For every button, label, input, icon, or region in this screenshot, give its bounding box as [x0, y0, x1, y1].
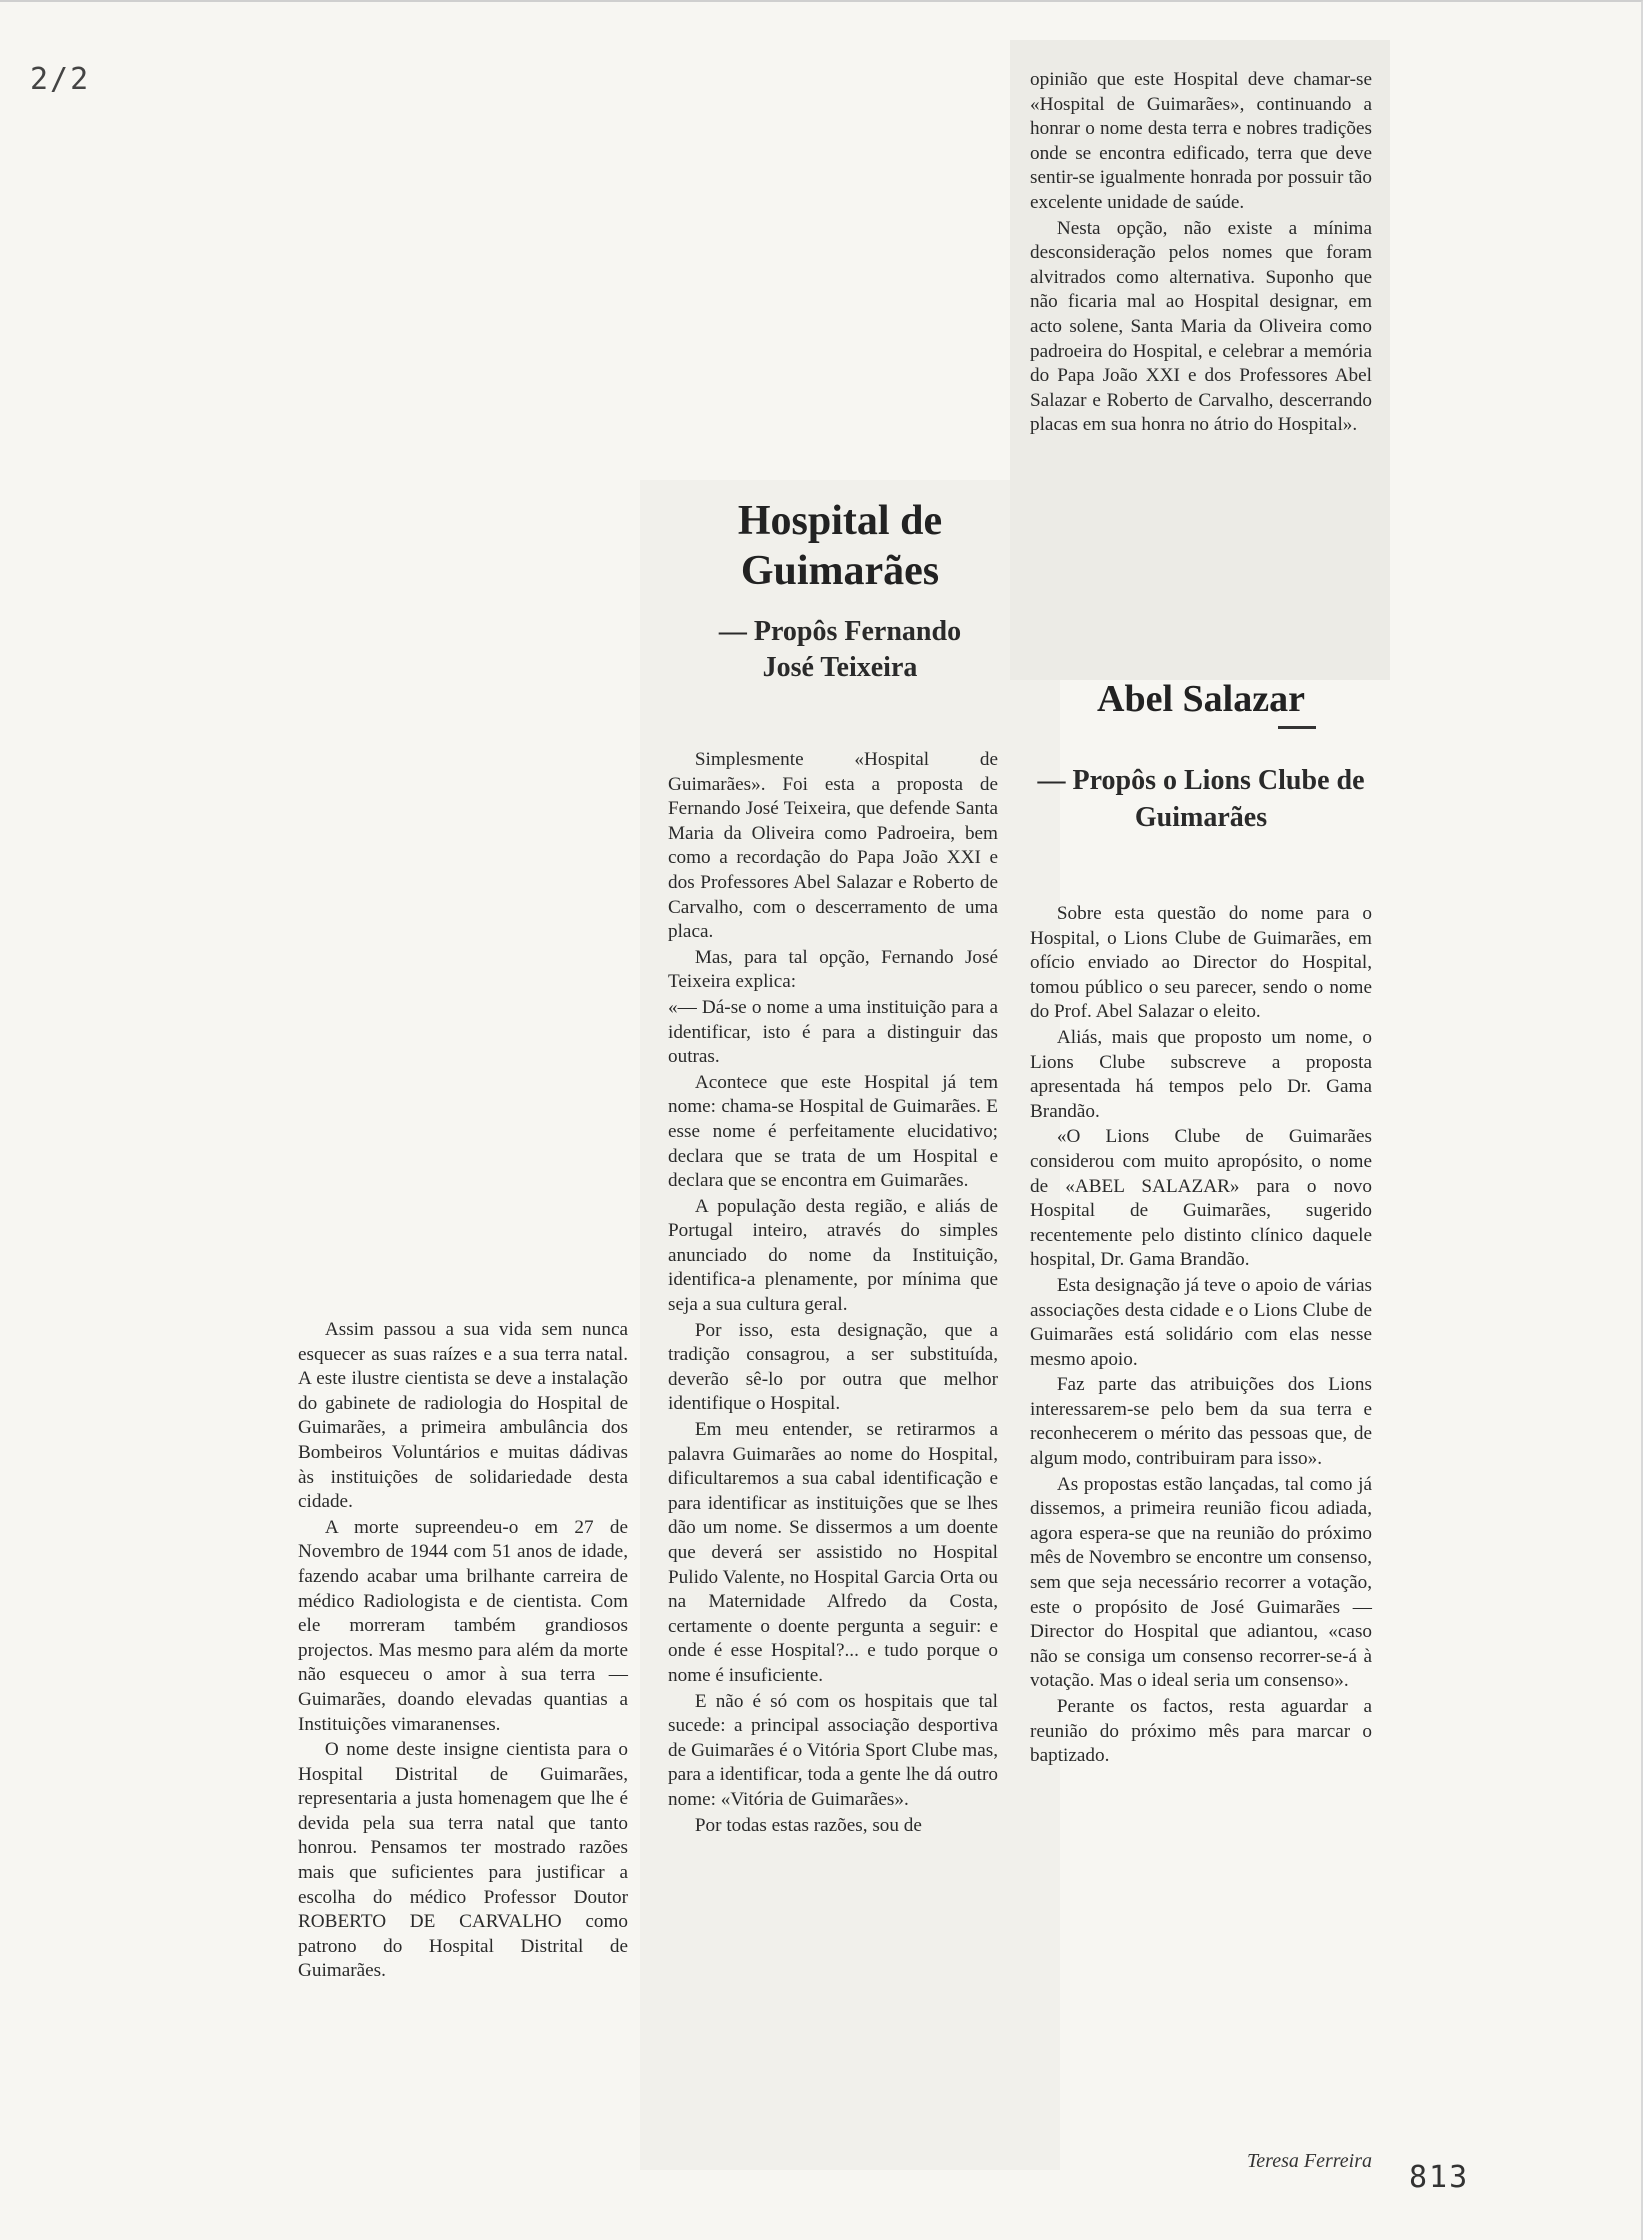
paragraph: Por isso, esta designação, que a tradição consagrou, a ser substituída, deverão sê-lo por outra que melhor identifique o Hospital.	[668, 1319, 998, 1415]
paragraph: Nesta opção, não existe a mínima desconsideração pelos nomes que foram alvitrados como alternativa. Suponho que não ficaria mal ao Hospital designar, em acto solene, Santa Maria da Oliveira como padroeira do Hospital, e celebrar a memória do Papa João XXI e dos Professores Abel Salazar e Roberto de Carvalho, descerrando placas em sua honra no átrio do Hospital».	[1030, 217, 1372, 436]
paragraph: Acontece que este Hospital já tem nome: chama-se Hospital de Guimarães. E esse nome é perfeitamente elucidativo; declara que se trata de um Hospital e declara que se encontra em Guimarães.	[668, 1071, 998, 1192]
paragraph: opinião que este Hospital deve chamar-se «Hospital de Guimarães», continuando a honrar o nome desta terra e nobres tradições onde se encontra edificado, terra que deve sentir-se igualmente honrada por possuir tão excelente unidade de saúde.	[1030, 69, 1372, 213]
article-1-continuation	[1030, 68, 1372, 438]
paragraph: Perante os factos, resta aguardar a reunião do próximo mês para marcar o baptizado.	[1030, 1696, 1372, 1767]
author-signature: Teresa Ferreira	[1247, 2150, 1372, 2172]
paragraph: A morte supreendeu-o em 27 de Novembro de 1944 com 51 anos de idade, fazendo acabar uma brilhante carreira de médico Radiologista e de cientista. Com ele morreram também grandiosos projectos. Mas mesmo para além da morte não esqueceu o amor à sua terra — Guimarães, doando elevadas quantias a Instituições vimaranenses.	[298, 1516, 628, 1735]
paragraph: Sobre esta questão do nome para o Hospital, o Lions Clube de Guimarães, em ofício enviado ao Director do Hospital, tomou público o seu parecer, sendo o nome do Prof. Abel Salazar o eleito.	[1030, 903, 1372, 1023]
paragraph: Por todas estas razões, sou de	[694, 1814, 922, 1836]
paragraph: Esta designação já teve o apoio de várias associações desta cidade e o Lions Clube de Guimarães está solidário com elas nesse mesmo apoio.	[1030, 1274, 1372, 1370]
page-number: 813	[1409, 2160, 1470, 2195]
paragraph: Aliás, mais que proposto um nome, o Lions Clube subscreve a proposta apresentada há tempos pelo Dr. Gama Brandão.	[1030, 1026, 1372, 1122]
article-1-body	[668, 748, 998, 1838]
article-1-subheading: — Propôs Fernando José Teixeira	[718, 616, 962, 683]
article-1-headline: Hospital de Guimarães	[737, 498, 943, 594]
page-marker: 2/2	[30, 62, 91, 97]
paragraph: «— Dá-se o nome a uma instituição para a identificar, isto é para a distinguir das outras.	[668, 996, 998, 1068]
paragraph: «O Lions Clube de Guimarães considerou com muito apropósito, o nome de «ABEL SALAZAR» para o novo Hospital de Guimarães, sugerido recentemente pelo distinto clínico daquele hospital, Dr. Gama Brandão.	[1030, 1126, 1372, 1271]
paragraph: Simplesmente «Hospital de Guimarães». Foi esta a proposta de Fernando José Teixeira, que defende Santa Maria da Oliveira como Padroeira, bem como a recordação do Papa João XXI e dos Professores Abel Salazar e Roberto de Carvalho, com o descerramento de uma placa.	[668, 749, 998, 943]
left-column-text	[298, 1318, 628, 1984]
paragraph: A população desta região, e aliás de Portugal inteiro, através do simples anunciado do nome da Instituição, identifica-a plenamente, por mínima que seja a sua cultura geral.	[668, 1195, 998, 1316]
paragraph: Em meu entender, se retirarmos a palavra Guimarães ao nome do Hospital, dificultaremos a sua cabal identificação e para identificar as instituições que se lhes dão um nome. Se dissermos a um doente que deverá ser assistido no Hospital Pulido Valente, no Hospital Garcia Orta ou na Maternidade Alfredo da Costa, certamente o doente pergunta a seguir: e onde é esse Hospital?... e tudo porque o nome é insuficiente.	[668, 1419, 998, 1686]
article-2-headline: Abel Salazar	[1097, 678, 1305, 720]
paragraph: As propostas estão lançadas, tal como já dissemos, a primeira reunião ficou adiada, agora espera-se que na reunião do próximo mês de Novembro se encontre um consenso, sem que seja necessário recorrer a votação, este o propósito de José Guimarães — Director do Hospital que adiantou, «caso não se consiga um consenso recorrer-se-á à votação. Mas o ideal seria um consenso».	[1030, 1473, 1372, 1692]
headline-underline	[1278, 726, 1316, 729]
paragraph: O nome deste insigne cientista para o Hospital Distrital de Guimarães, representaria a justa homenagem que lhe é devida pela sua terra natal que tanto honrou. Pensamos ter mostrado razões mais que suficientes para justificar a escolha do médico Professor Doutor ROBERTO DE CARVALHO como patrono do Hospital Distrital de Guimarães.	[298, 1739, 628, 1982]
article-2-body	[1030, 902, 1372, 1769]
paragraph: Mas, para tal opção, Fernando José Teixeira explica:	[668, 946, 998, 993]
paragraph: Faz parte das atribuições dos Lions interessarem-se pelo bem da sua terra e reconhecerem o mérito das pessoas que, de algum modo, contribuiram para isso».	[1030, 1374, 1372, 1470]
article-2-subheading: — Propôs o Lions Clube de Guimarães	[1037, 765, 1365, 833]
paragraph: E não é só com os hospitais que tal sucede: a principal associação desportiva de Guimarães é o Vitória Sport Clube mas, para a identificar, toda a gente lhe dá outro nome: «Vitória de Guimarães».	[668, 1690, 998, 1810]
paragraph: Assim passou a sua vida sem nunca esquecer as suas raízes e a sua terra natal. A este ilustre cientista se deve a instalação do gabinete de radiologia do Hospital de Guimarães, a primeira ambulância dos Bombeiros Voluntários e muitas dádivas às instituições de solidariedade desta cidade.	[298, 1319, 628, 1513]
